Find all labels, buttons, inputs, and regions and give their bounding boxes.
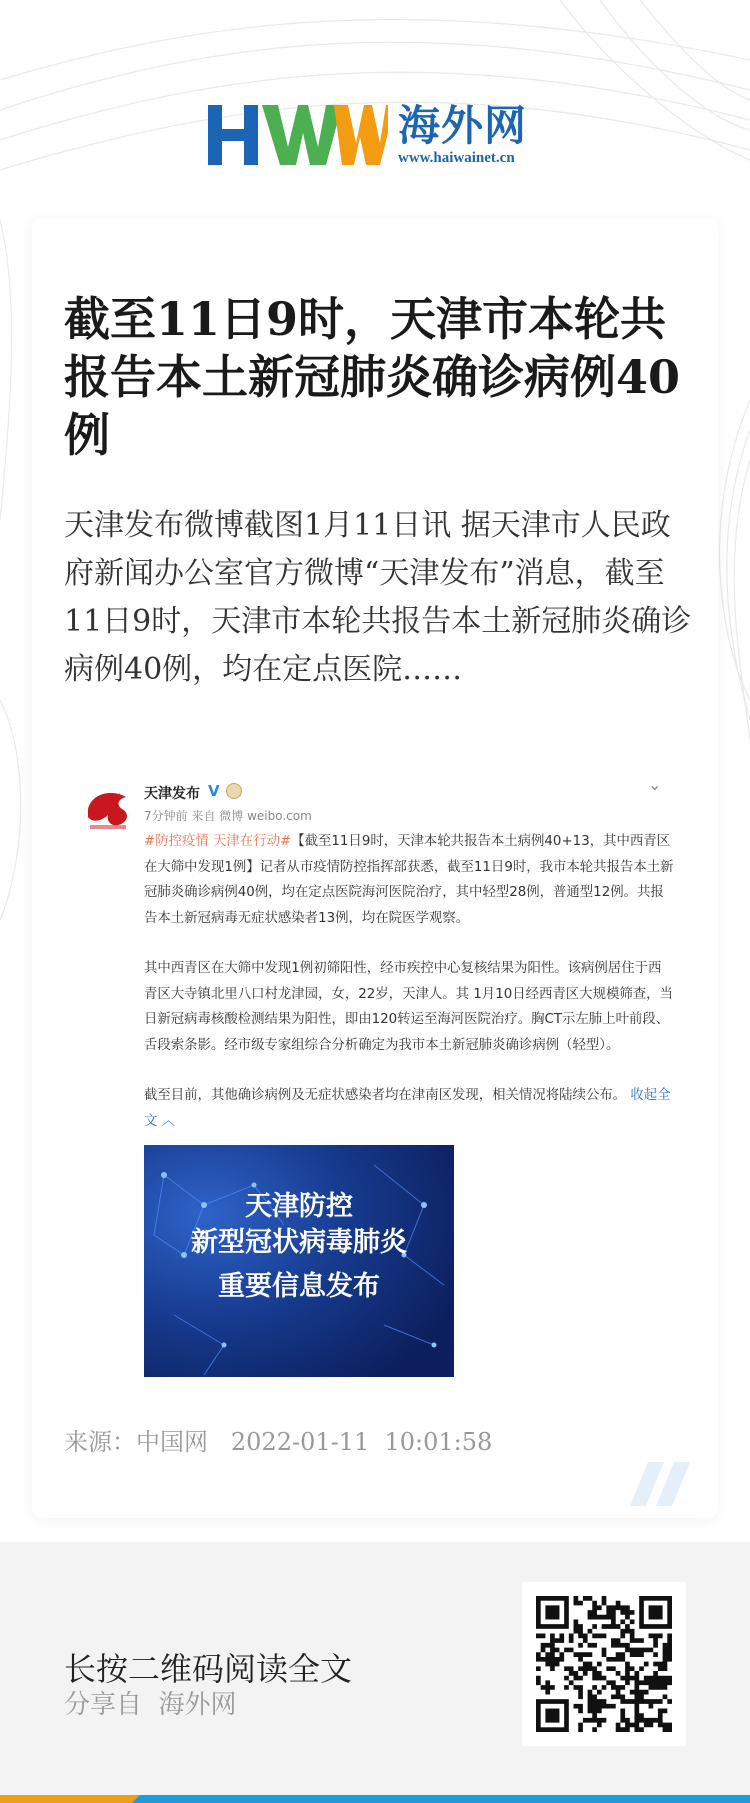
- weibo-post-meta: 7分钟前 来自 微博 weibo.com: [144, 809, 312, 823]
- weibo-paragraph-1: 【截至11日9时，天津本轮共报告本土病例40+13，其中西青区在大筛中发现1例】记者从市疫情防控指挥部获悉，截至11日9时，我市本轮共报告本土新冠肺炎确诊病例40例，均在定点医院海河医院治疗，其中轻型28例，普通型12例。共报告本土新冠病毒无症状感染者13例，均在院医学观察。: [144, 834, 674, 926]
- image-line-2: 新型冠状病毒肺炎: [191, 1227, 407, 1258]
- hww-logo-icon: [208, 103, 388, 167]
- logo-url: www.haiwainet.cn: [398, 150, 515, 166]
- verified-icon: V: [208, 782, 220, 800]
- chevron-down-icon[interactable]: ⌄: [648, 775, 662, 794]
- footer-subtitle: 分享自 海外网: [64, 1690, 237, 1720]
- medal-icon: [226, 783, 242, 799]
- qr-code-icon: [536, 1596, 672, 1732]
- weibo-paragraph-3: 截至目前，其他确诊病例及无症状感染者均在津南区发现，相关情况将陆续公布。: [144, 1088, 627, 1103]
- weibo-account-name[interactable]: 天津发布: [144, 786, 200, 802]
- weibo-avatar-icon[interactable]: [82, 787, 134, 831]
- image-line-1: 天津防控: [245, 1191, 353, 1222]
- logo-chinese-name: 海外网: [398, 101, 528, 150]
- image-caption: [144, 1189, 454, 1305]
- article-summary: 天津发布微博截图1月11日讯 据天津市人民政府新闻办公室官方微博“天津发布”消息，截至11日9时，天津市本轮共报告本土新冠肺炎确诊病例40例，均在定点医院……: [64, 508, 692, 687]
- footer-title: 长按二维码阅读全文: [64, 1650, 353, 1688]
- weibo-paragraph-2: 其中西青区在大筛中发现1例初筛阳性，经市疾控中心复核结果为阳性。该病例居住于西青区大寺镇北里八口村龙津园，女，22岁，天津人。其 1月10日经西青区大规模筛查，当日新冠病毒核酸检测结果为阳性，即由120转运至海河医院治疗。胸CT示左肺上叶前段、舌段索条影。经市级专家组综合分析确定为我市本土新冠肺炎确诊病例（轻型）。: [144, 961, 673, 1053]
- article-source: 来源：中国网 2022-01-11 10:01:58: [64, 1428, 493, 1456]
- qr-code[interactable]: [522, 1582, 686, 1746]
- bottom-color-bar: [0, 1795, 750, 1803]
- article-headline: 截至11日9时，天津市本轮共报告本土新冠肺炎确诊病例40例: [64, 292, 681, 462]
- weibo-post-body: [144, 829, 674, 1134]
- site-logo[interactable]: [208, 100, 548, 170]
- weibo-post: [82, 775, 682, 1395]
- share-footer: [0, 1542, 750, 1795]
- collapse-text-link[interactable]: 收起全文 ︿: [144, 1088, 671, 1129]
- image-line-3: 重要信息发布: [218, 1271, 380, 1302]
- slashes-icon: [630, 1462, 690, 1506]
- weibo-post-image[interactable]: [144, 1145, 454, 1377]
- weibo-hashtag-link[interactable]: #防控疫情 天津在行动#: [144, 834, 292, 849]
